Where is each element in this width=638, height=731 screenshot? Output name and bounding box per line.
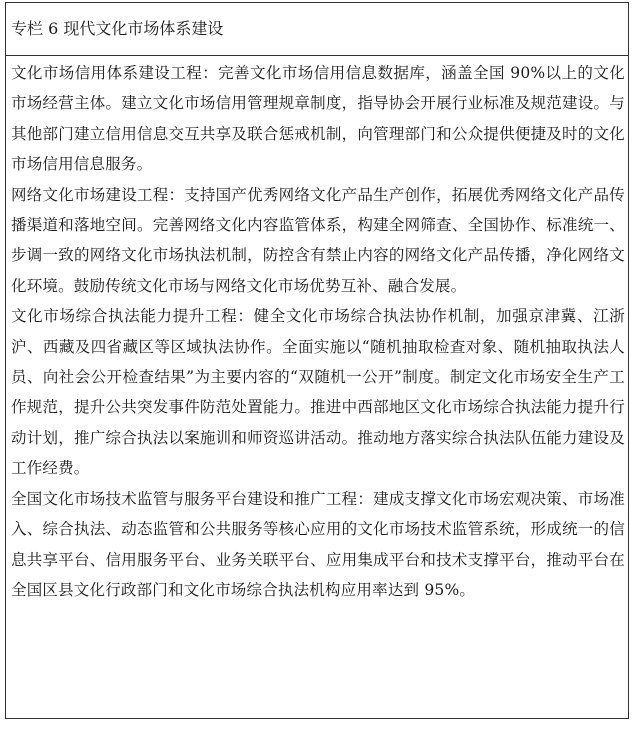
paragraph-law-enforcement: 文化市场综合执法能力提升工程：健全文化市场综合执法协作机制，加强京津冀、江浙沪、西藏及四省藏区等区域执法协作。全面实施以“随机抽取检查对象、随机抽取执法人员、向社会公开检查结果”为主要内容的“双随机一公开”制度。制定文化市场安全生产工作规范，提升公共突发事件防范处置能力。推进中西部地区文化市场综合执法能力提升行动计划，推广综合执法以案施训和师资巡讲活动。推动地方落实综合执法队伍能力建设及工作经费。 — [11, 307, 625, 478]
column-box — [5, 2, 629, 719]
paragraph-credit-system: 文化市场信用体系建设工程：完善文化市场信用信息数据库，涵盖全国 90%以上的文化市场经营主体。建立文化市场信用管理规章制度，指导协会开展行业标准及规范建设。与其他部门建立信用信息交互共享及联合惩戒机制，向管理部门和公众提供便捷及时的文化市场信用信息服务。 — [11, 64, 625, 174]
column-title: 专栏 6 现代文化市场体系建设 — [6, 3, 628, 56]
column-content — [6, 56, 628, 605]
paragraph-tech-platform: 全国文化市场技术监管与服务平台建设和推广工程：建成支撑文化市场宏观决策、市场准入、综合执法、动态监管和公共服务等核心应用的文化市场技术监管系统，形成统一的信息共享平台、信用服务平台、业务关联平台、应用集成平台和技术支撑平台，推动平台在全国区县文化行政部门和文化市场综合执法机构应用率达到 95%。 — [11, 489, 625, 599]
paragraph-internet-market: 网络文化市场建设工程：支持国产优秀网络文化产品生产创作，拓展优秀网络文化产品传播渠道和落地空间。完善网络文化内容监管体系，构建全网筛查、全国协作、标准统一、步调一致的网络文化市场执法机制，防控含有禁止内容的网络文化产品传播，净化网络文化环境。鼓励传统文化市场与网络文化市场优势互补、融合发展。 — [11, 185, 625, 295]
